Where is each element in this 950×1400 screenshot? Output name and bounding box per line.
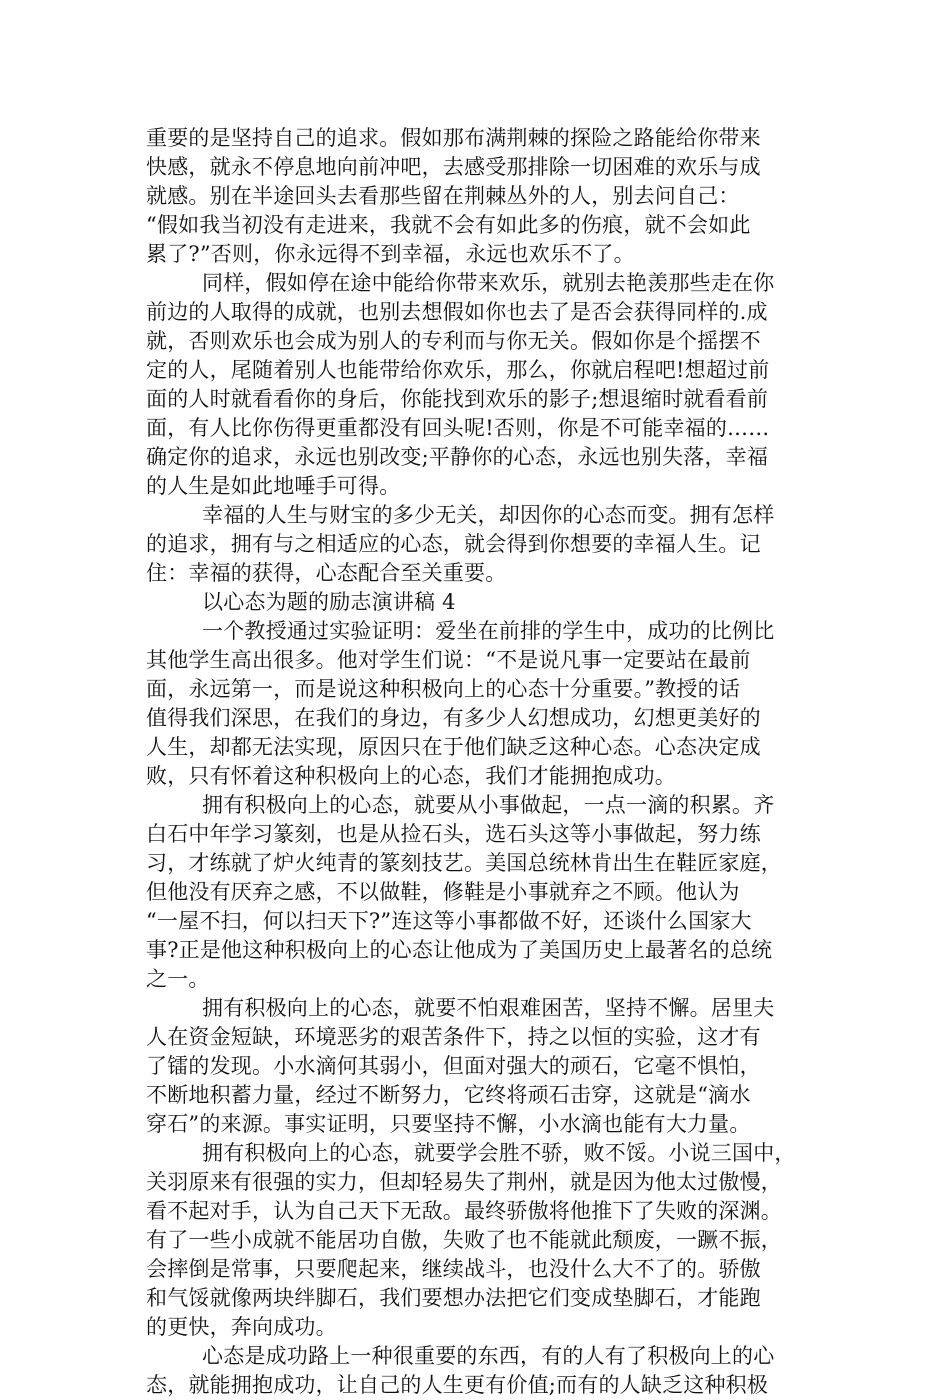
paragraph-first-line: 心态是成功路上一种很重要的东西，有的人有了积极向上的心 — [202, 1344, 775, 1368]
text-line: 累了?”否则，你永远得不到幸福，永远也欢乐不了。 — [146, 242, 635, 266]
text-line: 住：幸福的获得，心态配合至关重要。 — [146, 561, 507, 585]
text-line: 穿石”的来源。事实证明，只要坚持不懈，小水滴也能有大力量。 — [146, 1112, 751, 1136]
text-line: 事?正是他这种积极向上的心态让他成为了美国历史上最著名的总统 — [146, 938, 773, 962]
text-line: 态，就能拥抱成功，让自己的人生更有价值;而有的人缺乏这种积极 — [146, 1373, 769, 1397]
paragraph-first-line: 拥有积极向上的心态，就要学会胜不骄，败不馁。小说三国中， — [202, 1141, 796, 1165]
paragraph-first-line: 拥有积极向上的心态，就要不怕艰难困苦，坚持不懈。居里夫 — [202, 996, 775, 1020]
paragraph-first-line: 同样，假如停在途中能给你带来欢乐，就别去艳羡那些走在你 — [202, 271, 775, 295]
text-line: 不断地积蓄力量，经过不断努力，它终将顽石击穿，这就是“滴水 — [146, 1083, 751, 1107]
text-line: 但他没有厌弃之感，不以做鞋，修鞋是小事就弃之不顾。他认为 — [146, 880, 740, 904]
text-line: 重要的是坚持自己的追求。假如那布满荆棘的探险之路能给你带来 — [146, 126, 761, 150]
text-line: 其他学生高出很多。他对学生们说：“不是说凡事一定要站在最前 — [146, 648, 751, 672]
text-line: 定的人，尾随着别人也能带给你欢乐，那么，你就启程吧!想超过前 — [146, 358, 770, 382]
text-line: 了镭的发现。小水滴何其弱小，但面对强大的顽石，它毫不惧怕， — [146, 1054, 761, 1078]
text-line: 习，才练就了炉火纯青的篆刻技艺。美国总统林肯出生在鞋匠家庭， — [146, 851, 782, 875]
text-line: 面，有人比你伤得更重都没有回头呢!否则，你是不可能幸福的…… — [146, 416, 770, 440]
text-line: 关羽原来有很强的实力，但却轻易失了荆州，就是因为他太过傲慢， — [146, 1170, 782, 1194]
paragraph-first-line: 拥有积极向上的心态，就要从小事做起，一点一滴的积累。齐 — [202, 793, 775, 817]
text-line: 白石中年学习篆刻，也是从捡石头，选石头这等小事做起，努力练 — [146, 822, 761, 846]
text-line: 之一。 — [146, 967, 210, 991]
text-line: 面的人时就看看你的身后，你能找到欢乐的影子;想退缩时就看看前 — [146, 387, 769, 411]
text-line: 快感，就永不停息地向前冲吧，去感受那排除一切困难的欢乐与成 — [146, 155, 761, 179]
text-line: 值得我们深思，在我们的身边，有多少人幻想成功，幻想更美好的 — [146, 706, 761, 730]
text-line: 就，否则欢乐也会成为别人的专利而与你无关。假如你是个摇摆不 — [146, 329, 761, 353]
text-line: 人生，却都无法实现，原因只在于他们缺乏这种心态。心态决定成 — [146, 735, 761, 759]
text-line: 看不起对手，认为自己天下无敌。最终骄傲将他推下了失败的深渊。 — [146, 1199, 782, 1223]
text-line: 前边的人取得的成就，也别去想假如你也去了是否会获得同样的.成 — [146, 300, 768, 324]
text-line: “假如我当初没有走进来，我就不会有如此多的伤痕，就不会如此 — [146, 213, 751, 237]
text-line: 的更快，奔向成功。 — [146, 1315, 337, 1339]
document-body — [146, 124, 811, 1400]
text-line: 就感。别在半途回头去看那些留在荆棘丛外的人，别去问自己： — [146, 184, 740, 208]
text-line: 面，永远第一，而是说这种积极向上的心态十分重要。”教授的话 — [146, 677, 741, 701]
text-line: “一屋不扫，何以扫天下?”连这等小事都做不好，还谈什么国家大 — [146, 909, 752, 933]
text-line: 有了一些小成就不能居功自傲，失败了也不能就此颓废，一蹶不振， — [146, 1228, 782, 1252]
text-line: 的人生是如此地唾手可得。 — [146, 474, 401, 498]
paragraph-first-line: 幸福的人生与财宝的多少无关，却因你的心态而变。拥有怎样 — [202, 503, 775, 527]
text-line: 败，只有怀着这种积极向上的心态，我们才能拥抱成功。 — [146, 764, 676, 788]
text-line: 人在资金短缺，环境恶劣的艰苦条件下，持之以恒的实验，这才有 — [146, 1025, 761, 1049]
section-heading: 以心态为题的励志演讲稿 4 — [202, 590, 456, 614]
text-line: 确定你的追求，永远也别改变;平静你的心态，永远也别失落，幸福 — [146, 445, 769, 469]
text-line: 的追求，拥有与之相适应的心态，就会得到你想要的幸福人生。记 — [146, 532, 761, 556]
paragraph-first-line: 一个教授通过实验证明：爱坐在前排的学生中，成功的比例比 — [202, 619, 775, 643]
text-line: 和气馁就像两块绊脚石，我们要想办法把它们变成垫脚石，才能跑 — [146, 1286, 761, 1310]
text-line: 会摔倒是常事，只要爬起来，继续战斗，也没什么大不了的。骄傲 — [146, 1257, 761, 1281]
